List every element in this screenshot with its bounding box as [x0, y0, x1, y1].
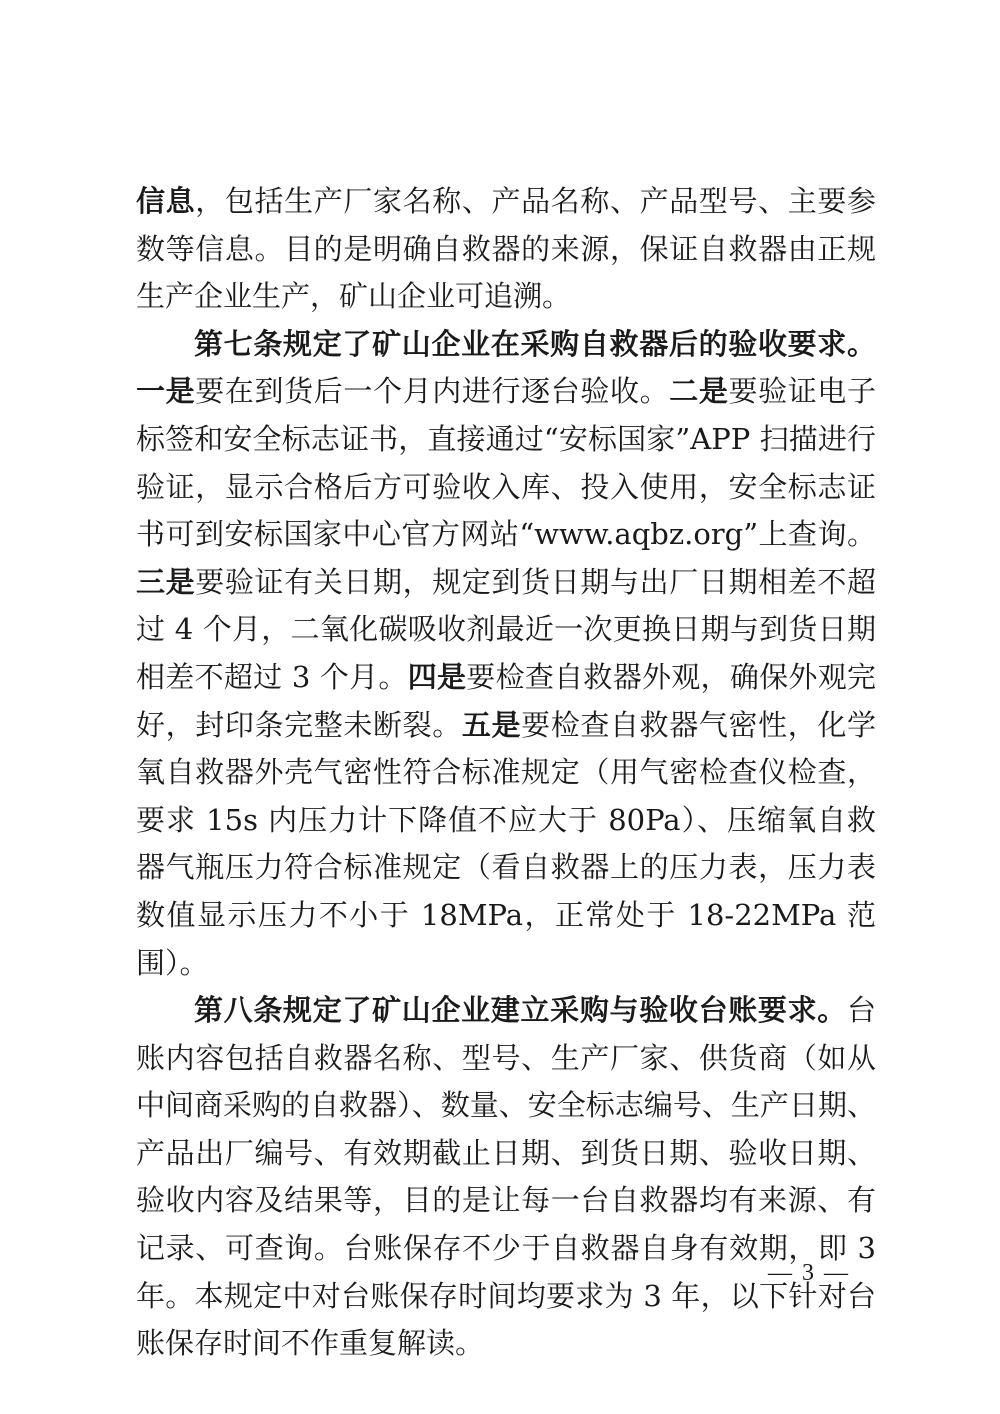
article-heading: 第七条规定了矿山企业在采购自救器后的验收要求。 [194, 326, 876, 361]
article-heading: 第八条规定了矿山企业建立采购与验收台账要求。 [194, 993, 847, 1028]
bold-phrase: 三是 [136, 564, 196, 599]
body-text [136, 178, 876, 1368]
bold-phrase: 四是 [407, 659, 467, 694]
text-run: 要检查自救器外观，确保外观完好，封印条完整未断裂。 [136, 659, 876, 742]
bold-phrase: 五是 [461, 707, 522, 742]
bold-phrase: 二是 [669, 374, 729, 409]
paragraph-continuation [136, 178, 876, 321]
text-run: 要验证电子标签和安全标志证书，直接通过“安标国家”APP 扫描进行验证，显示合格后方可验收入库、投入使用，安全标志证书可到安标国家中心官方网站“www.aqbz.org”上查询。 [136, 374, 876, 552]
text-run: 要检查自救器气密性，化学氧自救器外壳气密性符合标准规定（用气密检查仪检查，要求 15s 内压力计下降值不应大于 80Pa）、压缩氧自救器气瓶压力符合标准规定（看自救器上的压力表，压力表数值显示压力不小于 18MPa，正常处于 18-22MPa 范围）。 [136, 707, 876, 980]
paragraph-article-8 [136, 987, 876, 1368]
text-run: ，包括生产厂家名称、产品名称、产品型号、主要参数等信息。目的是明确自救器的来源，保证自救器由正规生产企业生产，矿山企业可追溯。 [136, 184, 876, 314]
bold-phrase: 信息 [136, 184, 196, 218]
text-run: 要在到货后一个月内进行逐台验收。 [195, 374, 670, 409]
page-number: — 3 — [768, 1260, 850, 1286]
paragraph-article-7 [136, 321, 876, 987]
bold-phrase: 一是 [136, 374, 196, 409]
text-run: 要验证有关日期，规定到货日期与出厂日期相差不超过 4 个月，二氧化碳吸收剂最近一次更换日期与到货日期相差不超过 3 个月。 [136, 564, 876, 694]
text-run: 台账内容包括自救器名称、型号、生产厂家、供货商（如从中间商采购的自救器）、数量、安全标志编号、生产日期、产品出厂编号、有效期截止日期、到货日期、验收日期、验收内容及结果等，目的是让每一台自救器均有来源、有记录、可查询。台账保存不少于自救器自身有效期，即 3 年。本规定中对台账保存时间均要求为 3 年，以下针对台账保存时间不作重复解读。 [136, 993, 876, 1361]
